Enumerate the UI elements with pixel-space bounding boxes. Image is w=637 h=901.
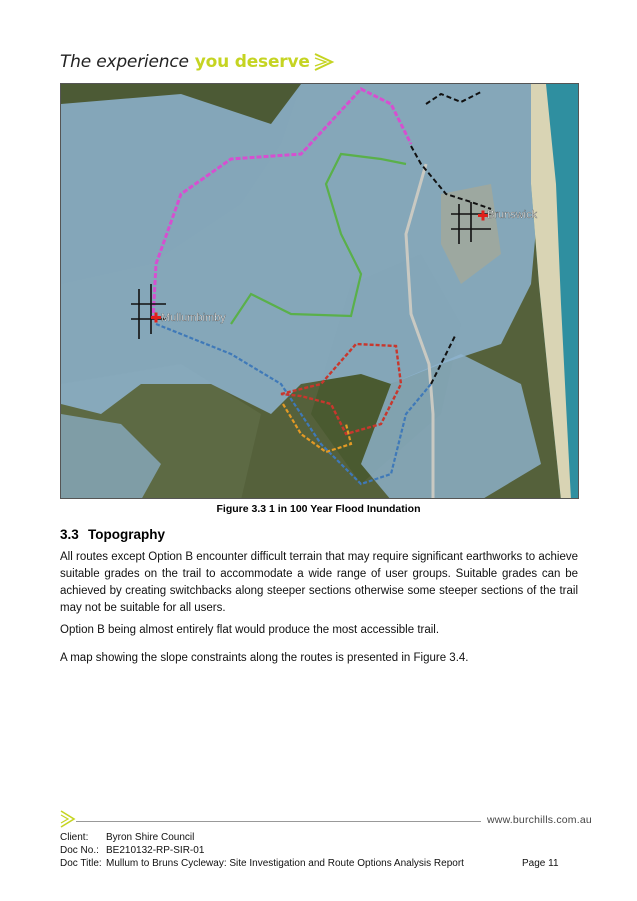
footer-divider [76, 821, 481, 822]
flood-inundation-map [60, 83, 579, 499]
paragraph-slope-map: A map showing the slope constraints along the routes is presented in Figure 3.4. [60, 652, 469, 664]
paragraph-option-b: Option B being almost entirely flat would produce the most accessible trail. [60, 624, 440, 636]
figure-caption: Figure 3.3 1 in 100 Year Flood Inundation [216, 503, 421, 515]
page-number: Page 11 [522, 858, 559, 869]
client-value: Byron Shire Council [106, 832, 195, 843]
footer-chevron-icon [60, 809, 76, 829]
section-number: 3.3 [60, 527, 79, 542]
tagline-prefix: The experience [60, 52, 189, 72]
section-heading [60, 527, 165, 542]
docno-label: Doc No.: [60, 845, 99, 856]
footer-website: www.burchills.com.au [487, 814, 592, 826]
chevron-logo-icon [313, 51, 335, 73]
footer-doc-title [60, 858, 464, 869]
header-tagline [60, 48, 335, 76]
doctitle-value: Mullum to Bruns Cycleway: Site Investigation and Route Options Analysis Report [106, 858, 464, 869]
footer-doc-no [60, 845, 204, 856]
client-label: Client: [60, 832, 89, 843]
footer-client [60, 832, 194, 843]
docno-value: BE210132-RP-SIR-01 [106, 845, 205, 856]
brunswick-label: Brunswick [487, 209, 538, 221]
map-canvas [61, 84, 579, 499]
paragraph-terrain: All routes except Option B encounter difficult terrain that may require significant earthworks to achieve suitable grades on the trail to accommodate a wide range of user groups. Suitable grades can be achieved by creating switchbacks along steeper sections otherwise some steeper sections of the trail may not be suitable for all users. [60, 551, 578, 614]
doctitle-label: Doc Title: [60, 858, 102, 869]
section-title: Topography [88, 527, 165, 542]
mullumbimby-label: Mullumbimby [161, 312, 226, 324]
tagline-accent: you deserve [194, 52, 310, 72]
